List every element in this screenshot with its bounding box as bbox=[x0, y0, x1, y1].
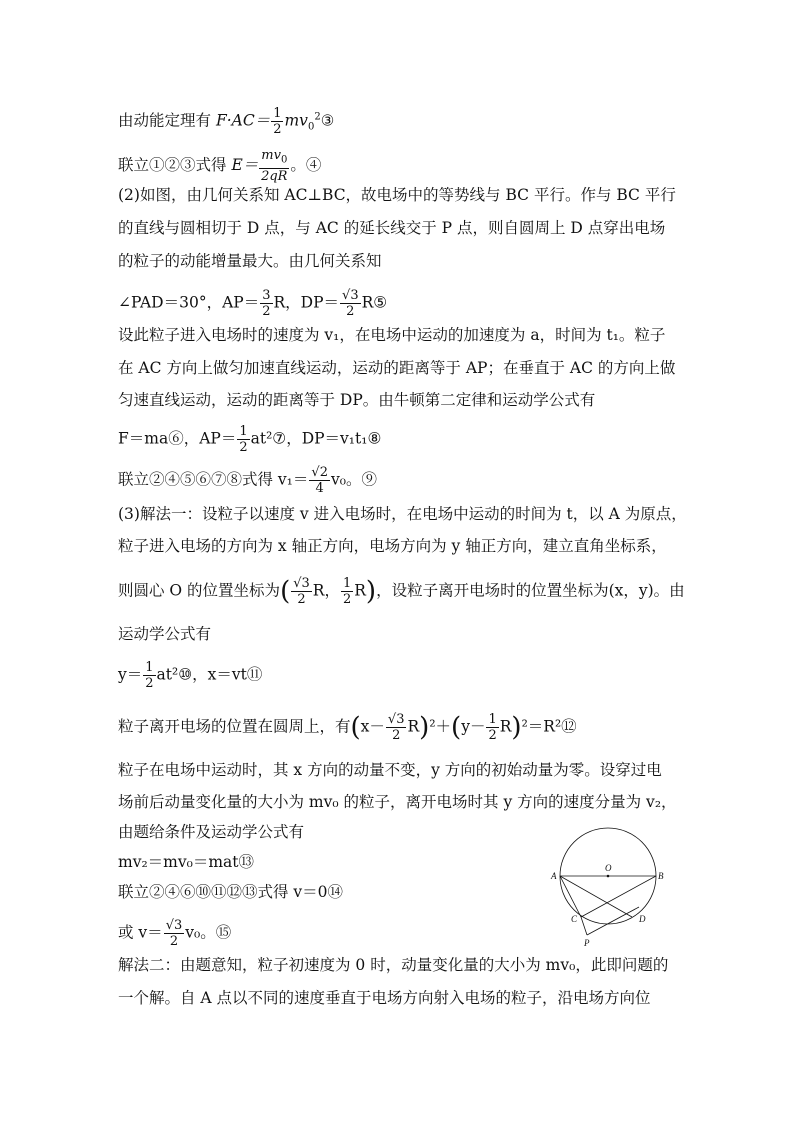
fraction-num: √3 bbox=[387, 712, 405, 727]
paragraph-line: (2)如图，由几何关系知 AC⊥BC，故电场中的等势线与 BC 平行。作与 BC 平行 bbox=[118, 186, 676, 204]
fraction-den: 2 bbox=[392, 728, 401, 743]
paragraph-line: 运动学公式有 bbox=[118, 625, 212, 643]
label-a: A bbox=[551, 871, 557, 881]
fraction bbox=[341, 576, 353, 607]
eq-line-kinematics bbox=[118, 660, 262, 691]
text: 则圆心 O 的位置坐标为 bbox=[118, 581, 281, 600]
fraction-num bbox=[259, 148, 289, 169]
subscript: 0 bbox=[307, 121, 315, 133]
fraction-den: 2 bbox=[262, 304, 271, 319]
segment-cb bbox=[581, 876, 656, 917]
label-b: B bbox=[658, 871, 664, 881]
text: ²＝R²⑫ bbox=[521, 717, 577, 736]
fraction-den: 2 bbox=[273, 122, 282, 137]
fraction bbox=[143, 660, 155, 691]
paragraph-line: 解法二：由题意知，粒子初速度为 0 时，动量变化量的大小为 mv₀，此即问题的 bbox=[118, 956, 669, 974]
fraction bbox=[271, 106, 283, 137]
text: ，设粒子离开电场时的位置坐标为(x，y)。由 bbox=[376, 581, 685, 600]
fraction-den: 2 bbox=[342, 592, 352, 607]
fraction-num: 3 bbox=[262, 288, 271, 303]
eq-line-kinetic-energy bbox=[118, 106, 334, 138]
label-p: P bbox=[584, 938, 590, 948]
paragraph-line: 的直线与圆相切于 D 点，与 AC 的延长线交于 P 点，则自圆周上 D 点穿出电场 bbox=[118, 219, 666, 237]
paragraph-line: (3)解法一：设粒子以速度 v 进入电场时，在电场中运动的时间为 t，以 A 为原点， bbox=[118, 505, 687, 523]
text: at²⑩，x＝vt⑪ bbox=[156, 665, 263, 684]
eq-line-e-field bbox=[118, 148, 321, 184]
fraction bbox=[340, 288, 361, 319]
fraction-den: 2 bbox=[145, 676, 154, 691]
paragraph-line: 一个解。自 A 点以不同的速度垂直于电场方向射入电场的粒子，沿电场方向位 bbox=[118, 989, 651, 1007]
text: y－ bbox=[461, 717, 486, 736]
fraction-num: √3 bbox=[293, 576, 310, 591]
text: R bbox=[354, 581, 366, 600]
fraction bbox=[259, 148, 289, 184]
fraction bbox=[237, 424, 249, 455]
text: v₀。⑮ bbox=[185, 923, 232, 942]
text: v₀。⑨ bbox=[330, 470, 377, 489]
text: y＝ bbox=[118, 665, 143, 684]
paragraph-line: 粒子进入电场的方向为 x 轴正方向，电场方向为 y 轴正方向，建立直角坐标系， bbox=[118, 537, 667, 555]
label-c: C bbox=[571, 914, 578, 924]
text: E＝ bbox=[231, 155, 259, 174]
text: F＝ma⑥，AP＝ bbox=[118, 429, 237, 448]
fraction bbox=[164, 918, 185, 949]
text: 由动能定理有 bbox=[118, 111, 216, 130]
eq-line-circle bbox=[118, 712, 577, 743]
fraction-den: 2 bbox=[488, 728, 497, 743]
text: at²⑦，DP＝v₁t₁⑧ bbox=[250, 429, 382, 448]
fraction-num: √3 bbox=[165, 918, 183, 933]
eq-line-momentum: mv₂＝mv₀＝mat⑬ bbox=[118, 853, 255, 871]
paragraph-line: 粒子在电场中运动时，其 x 方向的动量不变，y 方向的初始动量为零。设穿过电 bbox=[118, 761, 662, 779]
fraction-den: 2 bbox=[169, 934, 179, 949]
eq-line-v-result bbox=[118, 918, 231, 949]
text: x－ bbox=[360, 717, 385, 736]
fraction-den: 2qR bbox=[261, 168, 288, 184]
text: R， bbox=[312, 581, 340, 600]
fraction bbox=[486, 712, 498, 743]
fraction-num: 1 bbox=[342, 576, 352, 591]
paren-open: ( bbox=[451, 712, 462, 743]
text: R⑤ bbox=[361, 293, 388, 312]
label-o: O bbox=[605, 863, 612, 873]
text: R，DP＝ bbox=[273, 293, 340, 312]
fraction bbox=[309, 465, 330, 496]
geometry-figure bbox=[545, 825, 675, 950]
eq-line-v1 bbox=[118, 465, 377, 496]
fraction bbox=[260, 288, 272, 319]
fraction bbox=[386, 712, 407, 743]
eq-line-geometry bbox=[118, 288, 387, 319]
text: 粒子离开电场的位置在圆周上，有 bbox=[118, 717, 351, 736]
fraction-den: 2 bbox=[297, 592, 306, 607]
text: F·AC＝ bbox=[215, 111, 271, 130]
text: 联立①②③式得 bbox=[118, 155, 232, 174]
fraction-num: 1 bbox=[488, 712, 497, 727]
eq-line-v-zero: 联立②④⑥⑩⑪⑫⑬式得 v＝0⑭ bbox=[118, 883, 344, 901]
segment-cp bbox=[581, 917, 587, 935]
fraction-den: 2 bbox=[239, 440, 248, 455]
paragraph-line: 设此粒子进入电场时的速度为 v₁，在电场中运动的加速度为 a，时间为 t₁。粒子 bbox=[118, 326, 666, 344]
label-d: D bbox=[639, 914, 646, 924]
fraction-num: 1 bbox=[145, 660, 154, 675]
superscript: 2 bbox=[314, 111, 321, 123]
fraction-den: 4 bbox=[315, 481, 324, 496]
paren-open: ( bbox=[280, 576, 291, 607]
paren-close: ) bbox=[419, 712, 430, 743]
paragraph-line: 匀速直线运动，运动的距离等于 DP。由牛顿第二定律和运动学公式有 bbox=[118, 391, 596, 409]
subscript: 0 bbox=[280, 154, 288, 166]
fraction bbox=[291, 576, 312, 607]
text: R bbox=[407, 717, 420, 736]
segment-pd bbox=[587, 907, 639, 935]
paragraph-line: 由题给条件及运动学公式有 bbox=[118, 823, 305, 841]
text: mv bbox=[284, 111, 308, 130]
eq-number: ③ bbox=[320, 111, 335, 130]
paren-close: ) bbox=[511, 712, 522, 743]
fraction-den: 2 bbox=[346, 304, 355, 319]
paragraph-line: 场前后动量变化量的大小为 mv₀ 的粒子，离开电场时其 y 方向的速度分量为 v₂， bbox=[118, 793, 677, 811]
text: ∠PAD＝30°，AP＝ bbox=[118, 293, 260, 312]
fraction-num: 1 bbox=[239, 424, 248, 439]
fraction-num: √2 bbox=[311, 465, 328, 480]
text: 。④ bbox=[290, 155, 322, 174]
paren-close: ) bbox=[365, 576, 377, 607]
text: R bbox=[499, 717, 512, 736]
paren-open: ( bbox=[350, 712, 361, 743]
text: ²＋ bbox=[429, 717, 452, 736]
fraction-num: √3 bbox=[342, 288, 359, 303]
text: mv bbox=[261, 148, 281, 163]
fraction-num: 1 bbox=[273, 106, 282, 121]
eq-line-newton bbox=[118, 424, 381, 455]
text: 联立②④⑤⑥⑦⑧式得 v₁＝ bbox=[118, 470, 309, 489]
eq-line-center-coords bbox=[118, 576, 685, 607]
paragraph-line: 的粒子的动能增量最大。由几何关系知 bbox=[118, 252, 382, 270]
paragraph-line: 在 AC 方向上做匀加速直线运动，运动的距离等于 AP；在垂直于 AC 的方向上做 bbox=[118, 359, 676, 377]
text: 或 v＝ bbox=[118, 923, 163, 942]
